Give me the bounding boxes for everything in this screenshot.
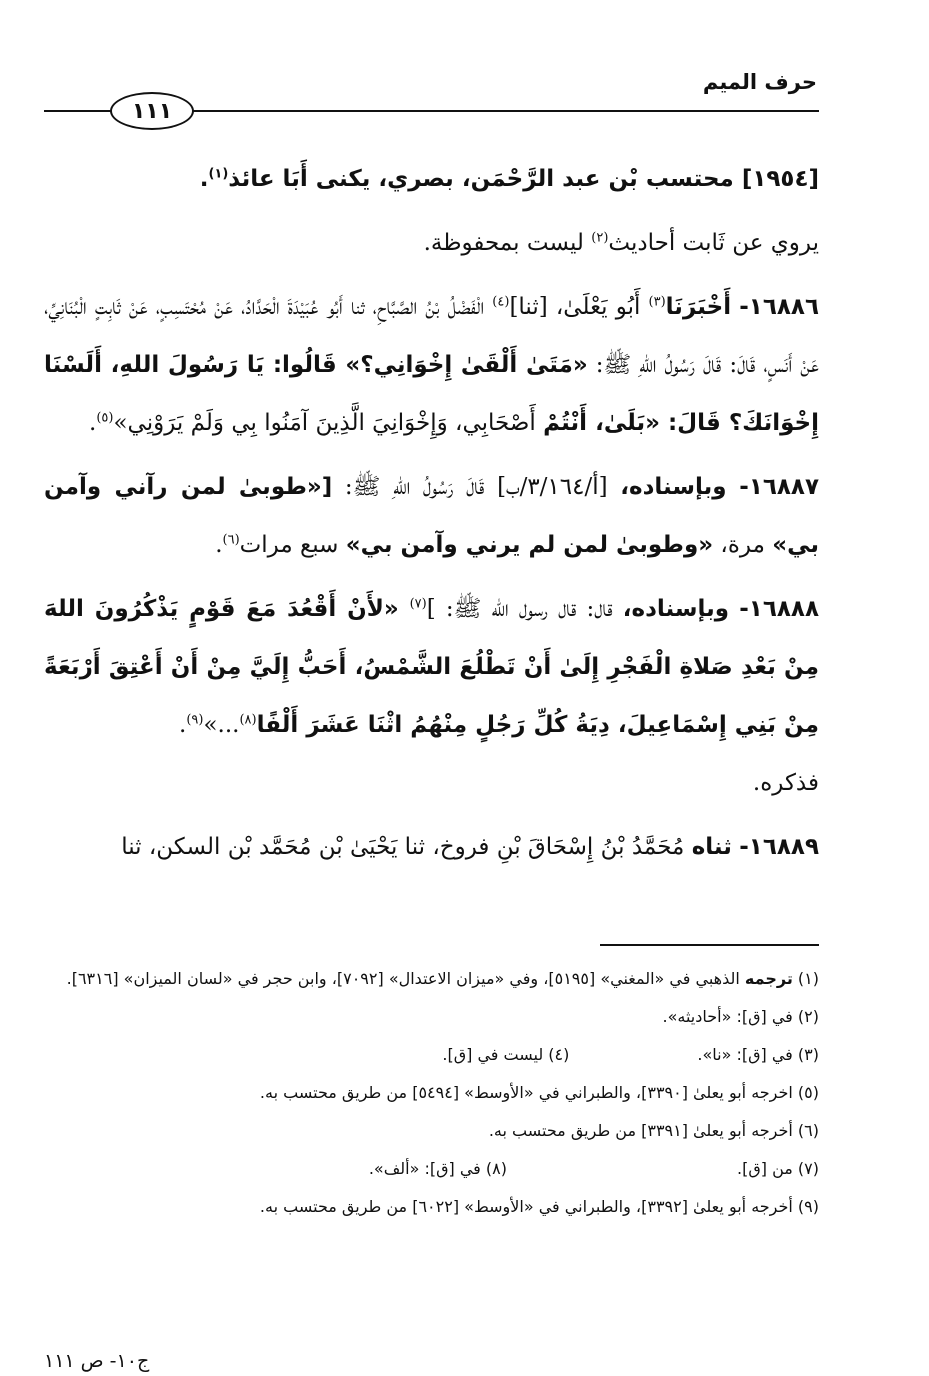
hadith-number: ١٦٨٨٨- [739, 596, 819, 622]
footnote-5: (٥) اخرجه أبو يعلىٰ [٣٣٩٠]، والطبراني في «الأوسط» [٥٤٩٤] من طريق محتسب به. [259, 1083, 819, 1102]
hadith-number: ١٦٨٨٩- [739, 834, 819, 860]
footnote-row [44, 1150, 819, 1188]
hadith-matn: [«طوبىٰ لمن رآني وآمن بي» [44, 474, 819, 558]
entry-number: [١٩٥٤] [741, 166, 819, 192]
entry-title: محتسب بْن عبد الرَّحْمَن، بصري، يكنى أَبَا عائذ [228, 166, 734, 192]
footnote-ref[interactable]: (٩) [186, 712, 204, 728]
hadith-text: الْفَضْلُ بْنُ الصَّبَّاحِ، ثنا أَبُو عُبَيْدَةَ الْحَدَّادُ، عَنْ مُحْتَسِبٍ، عَنْ ثَابِتٍ الْبُنَانِيِّ، عَنْ أَنَسٍ، قَالَ: قَالَ رَسُولُ اللهِ ﷺ: [44, 294, 819, 378]
entry-title-end: . [199, 166, 209, 192]
hadith-matn: «وطوبىٰ لمن لم يرني وآمن بي» [345, 532, 714, 558]
footnote-bold: ترجمه [744, 969, 793, 988]
footnote-ref[interactable]: (٧) [409, 596, 427, 612]
footnote-ref[interactable]: (٣) [648, 294, 666, 310]
hadith-number: ١٦٨٨٦- [739, 294, 819, 320]
page-number: ١١١ [131, 98, 173, 124]
footnote-ref[interactable]: (٨) [239, 712, 257, 728]
footnote-4: (٤) ليست في [ق]. [442, 1045, 570, 1064]
hadith-number: ١٦٨٨٧- [739, 474, 820, 500]
footnote-rule [600, 944, 819, 946]
header-rule [190, 110, 819, 112]
footnote-ref[interactable]: (١) [208, 166, 229, 182]
hadith-text: ...» [203, 712, 240, 738]
hadith-lead: أَخْبَرَنَا [665, 294, 732, 320]
hadith-tail: فذكره. [752, 770, 819, 796]
volume-page-note: ج١٠- ص ١١١ [44, 1350, 150, 1372]
hadith-16887 [44, 458, 819, 574]
hadith-text: أَصْحَابِي، وَإِخْوَانِيَ الَّذِينَ آمَنُوا بِي وَلَمْ يَرَوْنِي» [113, 410, 544, 436]
hadith-lead: وبإسناده، [620, 474, 727, 500]
footnote-3: (٣) في [ق]: «نا». [697, 1045, 819, 1064]
hadith-16888 [44, 580, 819, 812]
footnote-ref[interactable]: (٢) [591, 230, 609, 246]
hadith-matn: «مَتَىٰ أَلْقَىٰ إِخْوَانِي؟» قَالُوا: يَا رَسُولَ اللهِ، أَلَسْنَا إِخْوَانَكَ؟ قَالَ: «بَلَىٰ، أَنْتُمْ [44, 352, 819, 436]
footnote-2: (٢) في [ق]: «أحاديثه». [662, 1007, 819, 1026]
hadith-text: سبع مرات [239, 532, 346, 558]
hadith-text: [أ/٣/١٦٤/ب] قَالَ رَسُولُ اللهِ ﷺ: [332, 474, 621, 500]
running-head: حرف الميم [702, 70, 817, 94]
footnote-7: (٧) من [ق]. [737, 1159, 819, 1178]
footnote-ref[interactable]: (٤) [492, 294, 510, 310]
hadith-text: قال: قال رسول الله ﷺ: ] [426, 596, 623, 622]
hadith-end: . [89, 410, 97, 436]
hadith-end: . [215, 532, 223, 558]
footnotes [44, 960, 819, 1226]
hadith-lead: ثناه [691, 834, 732, 860]
footnote-marker: (١) [792, 969, 819, 988]
header-rule-left [44, 110, 112, 112]
footnote-text: الذهبي في «المغني» [٥١٩٥]، وفي «ميزان الاعتدال» [٧٠٩٢]، وابن حجر في «لسان الميزان» [٦٣١٦]. [66, 969, 745, 988]
footnote-9: (٩) أخرجه أبو يعلىٰ [٣٣٩٢]، والطبراني في «الأوسط» [٦٠٢٢] من طريق محتسب به. [259, 1197, 819, 1216]
hadith-text: مُحَمَّدُ بْنُ إِسْحَاقَ بْنِ فروخ، ثنا يَحْيَىٰ بْن مُحَمَّد بْن السكن، ثنا [121, 834, 692, 860]
entry-line-rest: ليست بمحفوظة. [423, 230, 592, 256]
hadith-16889 [44, 818, 819, 876]
hadith-lead: وبإسناده، [622, 596, 730, 622]
footnote-6: (٦) أخرجه أبو يعلىٰ [٣٣٩١] من طريق محتسب به. [488, 1121, 819, 1140]
entry-description [44, 214, 819, 272]
hadith-text: مرة، [713, 532, 773, 558]
entry-heading [44, 150, 819, 208]
footnote-ref[interactable]: (٥) [96, 410, 114, 426]
main-text [44, 150, 819, 876]
footnote-1 [44, 960, 819, 998]
hadith-text: أَبُو يَعْلَىٰ، [ثنا] [509, 294, 649, 320]
hadith-end: . [179, 712, 187, 738]
footnote-row [44, 1036, 819, 1074]
hadith-16886 [44, 278, 819, 452]
entry-line: يروي عن ثَابت أحاديث [608, 230, 819, 256]
hadith-matn: «لأَنْ أَقْعُدَ مَعَ قَوْمٍ يَذْكُرُونَ اللهَ مِنْ بَعْدِ صَلاةِ الْفَجْرِ إِلَىٰ أَنْ تَطْلُعَ الشَّمْسُ، أَحَبُّ إِلَيَّ مِنْ أَنْ أَعْتِقَ أَرْبَعَةً مِنْ بَنِي إِسْمَاعِيلَ، دِيَةُ كُلِّ رَجُلٍ مِنْهُمُ اثْنَا عَشَرَ أَلْفًا [44, 596, 819, 738]
footnote-ref[interactable]: (٦) [222, 532, 240, 548]
page-number-badge [110, 92, 194, 130]
footnote-8: (٨) في [ق]: «ألف». [368, 1159, 507, 1178]
